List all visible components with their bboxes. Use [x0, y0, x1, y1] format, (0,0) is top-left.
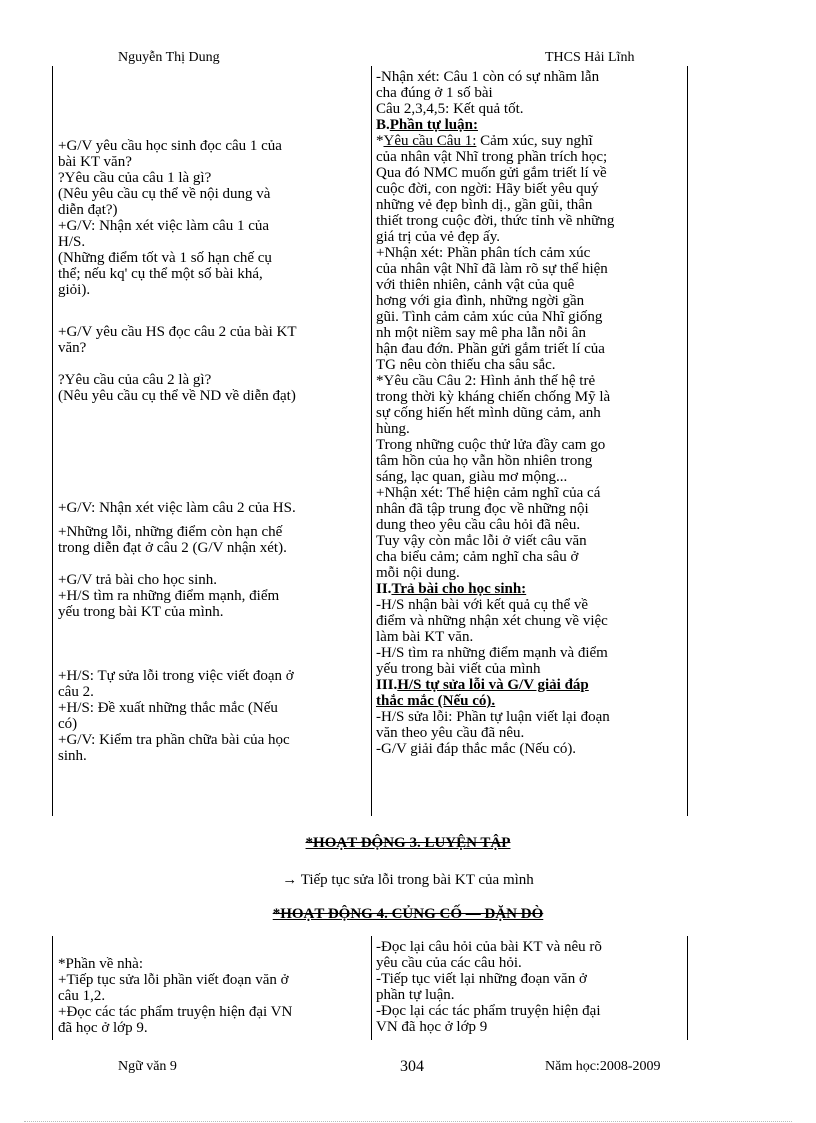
left-line: (Nêu yêu cầu cụ thể về nội dung và [58, 186, 271, 202]
table2-middle-border [371, 936, 372, 1040]
page-bottom-divider [24, 1121, 792, 1122]
right-line: Câu 2,3,4,5: Kết quả tốt. [376, 101, 524, 117]
right-line: văn theo yêu cầu đã nêu. [376, 725, 525, 741]
right-line: hơng với gia đình, những ngời gần [376, 293, 585, 309]
table2-left-border [52, 936, 53, 1040]
left-line: +Đọc các tác phẩm truyện hiện đại VN [58, 1004, 293, 1020]
left-line: +G/V: Nhận xét việc làm câu 1 của [58, 218, 270, 234]
left-line: +G/V yêu cầu học sinh đọc câu 1 của [58, 138, 282, 154]
right-line: *Yêu cầu Câu 2: Hình ảnh thế hệ trẻ [376, 373, 596, 389]
left-line: thể; nếu kq' cụ thể một số bài khá, [58, 266, 263, 282]
left-line: +Tiếp tục sửa lỗi phần viết đoạn văn ở [58, 972, 289, 988]
right-line: làm bài KT văn. [376, 629, 474, 645]
left-line: yếu trong bài KT của mình. [58, 604, 224, 620]
left-line: đã học ở lớp 9. [58, 1020, 148, 1036]
left-line: giỏi). [58, 282, 91, 298]
right-line: +Nhận xét: Thể hiện cảm nghĩ của cá [376, 485, 601, 501]
right-line: +Nhận xét: Phần phân tích cảm xúc [376, 245, 591, 261]
left-line: H/S. [58, 234, 86, 250]
left-line: +H/S: Tự sửa lỗi trong việc viết đoạn ở [58, 668, 294, 684]
right-line: -Nhận xét: Câu 1 còn có sự nhầm lẫn [376, 69, 600, 85]
right-line: thiết trong cuộc đời, thức tỉnh về những [376, 213, 615, 229]
left-line: ?Yêu cầu của câu 1 là gì? [58, 170, 212, 186]
activity4-title: *HOẠT ĐỘNG 4. CỦNG CỐ — DẶN DÒ [272, 906, 544, 922]
right-line: hận đau đớn. Phần gửi gắm triết lí của [376, 341, 605, 357]
right-line: -H/S tìm ra những điểm mạnh và điểm [376, 645, 608, 661]
right-line: những vẻ đẹp bình dị., gần gũi, thân [376, 197, 593, 213]
left-line: (Những điểm tốt và 1 số hạn chế cụ [58, 250, 272, 266]
table1-left-border [52, 66, 53, 816]
section-b-heading: B.Phần tự luận: [376, 117, 478, 133]
right-line: sáng, lạc quan, giàu mơ mộng... [376, 469, 568, 485]
right-line: nh một niềm say mê pha lẫn nỗi ân [376, 325, 586, 341]
right-line: cha đúng ở 1 số bài [376, 85, 493, 101]
right-line: VN đã học ở lớp 9 [376, 1019, 488, 1035]
section-iii-heading-cont: thắc mắc (Nếu có). [376, 693, 496, 709]
left-line: (Nêu yêu cầu cụ thể về ND về diễn đạt) [58, 388, 296, 404]
right-line: của nhân vật Nhĩ đã làm rõ sự thể hiện [376, 261, 608, 277]
right-line: dung theo yêu cầu câu hỏi đã nêu. [376, 517, 581, 533]
right-line: Tuy vậy còn mắc lỗi ở viết câu văn [376, 533, 587, 549]
section-iii-heading: III.H/S tự sửa lỗi và G/V giải đáp [376, 677, 589, 693]
right-line: -Đọc lại câu hỏi của bài KT và nêu rõ [376, 939, 602, 955]
left-line: +G/V: Kiểm tra phần chữa bài của học [58, 732, 290, 748]
right-line: giá trị của vẻ đẹp ấy. [376, 229, 500, 245]
right-line: -H/S sửa lỗi: Phần tự luận viết lại đoạn [376, 709, 610, 725]
right-line: TG nêu còn thiếu cha sâu sắc. [376, 357, 556, 373]
right-line: yếu trong bài viết của mình [376, 661, 541, 677]
right-line: với thiên nhiên, cảnh vật của quê [376, 277, 575, 293]
footer-page-number: 304 [400, 1058, 424, 1075]
right-line: tâm hồn của họ vẫn hồn nhiên trong [376, 453, 593, 469]
table1-middle-border [371, 66, 372, 816]
right-line: -Đọc lại các tác phẩm truyện hiện đại [376, 1003, 601, 1019]
header-author: Nguyễn Thị Dung [118, 50, 220, 65]
right-arrow-icon: → [282, 872, 298, 888]
right-line: cuộc đời, con ngời: Hãy biết yêu quý [376, 181, 599, 197]
left-line: có) [58, 716, 78, 732]
left-line: +H/S: Đề xuất những thắc mắc (Nếu [58, 700, 278, 716]
right-line: cha biểu cảm; cảm nghĩ cha sâu ở [376, 549, 579, 565]
right-line: nhân đã tập trung đọc về những nội [376, 501, 589, 517]
table2-right-column [376, 939, 602, 1035]
right-line: của nhân vật Nhĩ trong phần trích học; [376, 149, 608, 165]
right-line: -Tiếp tục viết lại những đoạn văn ở [376, 971, 587, 987]
left-line: câu 2. [58, 684, 94, 700]
right-line: -H/S nhận bài với kết quả cụ thể về [376, 597, 589, 613]
left-line: văn? [58, 340, 87, 356]
right-line: trong thời kỳ kháng chiến chống Mỹ là [376, 389, 611, 405]
right-line: sự cống hiến hết mình dũng cảm, anh [376, 405, 601, 421]
footer-subject: Ngữ văn 9 [118, 1059, 177, 1074]
table2-right-border [687, 936, 688, 1040]
left-line: +G/V: Nhận xét việc làm câu 2 của HS. [58, 500, 296, 516]
activity3-line [0, 872, 816, 888]
left-line: trong diễn đạt ở câu 2 (G/V nhận xét). [58, 540, 287, 556]
left-line: +G/V trả bài cho học sinh. [58, 572, 217, 588]
right-line: Trong những cuộc thử lửa đầy cam go [376, 437, 606, 453]
table1-right-border [687, 66, 688, 816]
activity3-text: Tiếp tục sửa lỗi trong bài KT của mình [300, 872, 534, 888]
right-line: -G/V giải đáp thắc mắc (Nếu có). [376, 741, 577, 757]
table1-right-column [376, 69, 614, 757]
left-line: +Những lỗi, những điểm còn hạn chế [58, 524, 283, 540]
table1-left-column [58, 138, 297, 764]
right-line: Qua đó NMC muốn gửi gắm triết lí về [376, 165, 607, 181]
right-line: *Yêu cầu Câu 1: Cảm xúc, suy nghĩ [376, 133, 593, 149]
left-line: +G/V yêu cầu HS đọc câu 2 của bài KT [58, 324, 297, 340]
left-line: diễn đạt?) [58, 202, 118, 218]
right-line: gũi. Tình cảm cảm xúc của Nhĩ giống [376, 309, 603, 325]
right-line: yêu cầu của các câu hỏi. [376, 955, 522, 971]
left-line: câu 1,2. [58, 988, 106, 1004]
left-line: +H/S tìm ra những điểm mạnh, điểm [58, 588, 280, 604]
right-line: mỗi nội dung. [376, 565, 460, 581]
table2-left-column [58, 956, 292, 1036]
right-line: phần tự luận. [376, 987, 455, 1003]
right-line: điểm và những nhận xét chung về việc [376, 613, 608, 629]
section-ii-heading: II.Trả bài cho học sinh: [376, 581, 527, 597]
left-line: sinh. [58, 748, 87, 764]
left-line: *Phần về nhà: [58, 956, 143, 972]
footer-school-year: Năm học:2008-2009 [545, 1059, 661, 1074]
left-line: ?Yêu cầu của câu 2 là gì? [58, 372, 212, 388]
right-line: hùng. [376, 421, 410, 437]
activity3-title: *HOẠT ĐỘNG 3. LUYỆN TẬP [305, 835, 511, 851]
left-line: bài KT văn? [58, 154, 132, 170]
header-school: THCS Hải Lĩnh [545, 50, 635, 65]
